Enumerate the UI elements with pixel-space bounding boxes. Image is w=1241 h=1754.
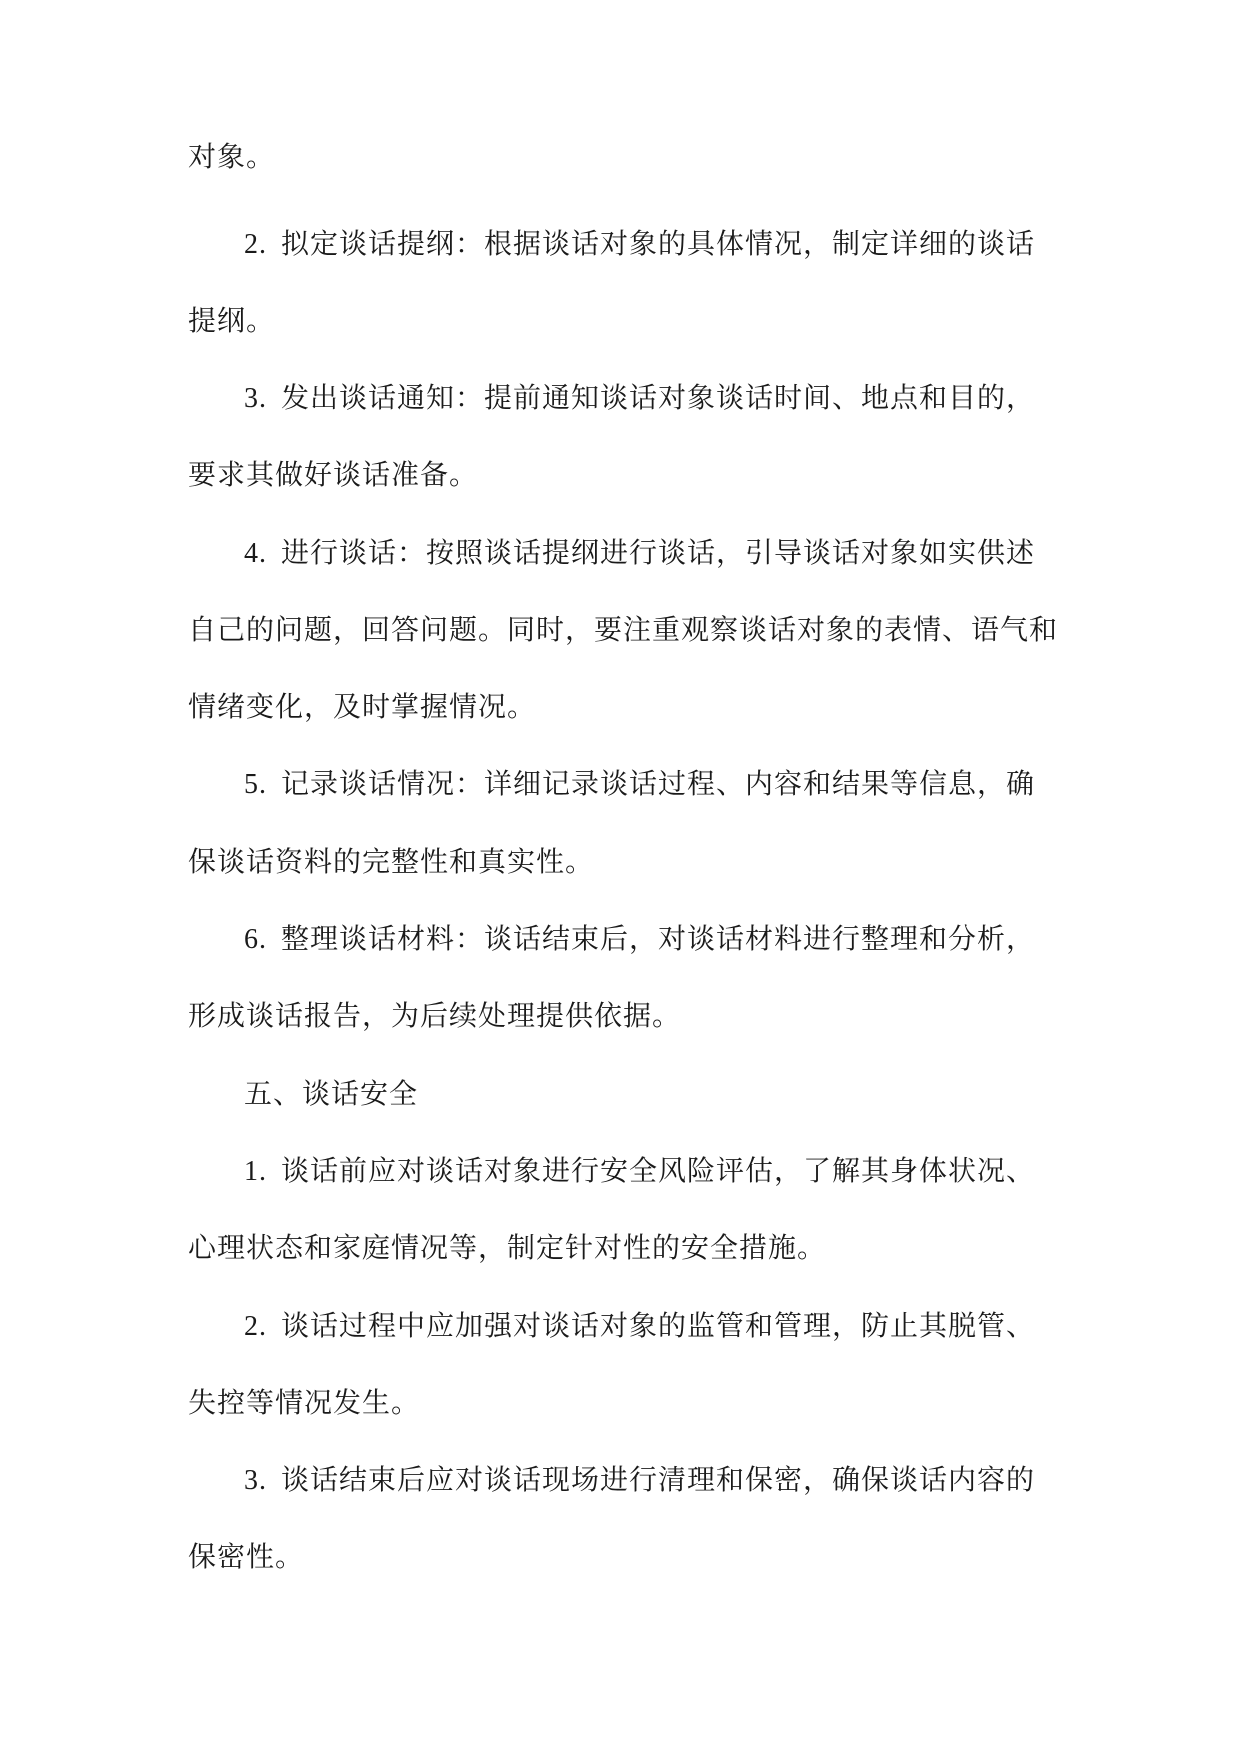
list-item-line: [244, 1306, 1035, 1347]
paragraph-line: [188, 455, 478, 495]
line-text: 对象。: [188, 140, 276, 173]
list-number: 3.: [244, 383, 267, 414]
list-number: 6.: [244, 924, 267, 955]
list-item-line: [244, 533, 1035, 574]
line-text: 进行谈话：按照谈话提纲进行谈话，引导谈话对象如实供述: [281, 536, 1036, 569]
line-text: 形成谈话报告，为后续处理提供依据。: [188, 999, 682, 1032]
heading-text: 五、谈话安全: [244, 1077, 419, 1110]
line-text: 保密性。: [188, 1540, 305, 1573]
paragraph-line: [188, 137, 275, 177]
list-number: 1.: [244, 1156, 267, 1187]
list-item-line: [244, 378, 1035, 419]
line-text: 情绪变化，及时掌握情况。: [188, 690, 537, 723]
line-text: 谈话过程中应加强对谈话对象的监管和管理，防止其脱管、: [281, 1309, 1036, 1342]
paragraph-line: [188, 1228, 826, 1268]
line-text: 谈话结束后应对谈话现场进行清理和保密，确保谈话内容的: [281, 1463, 1036, 1496]
paragraph-line: [188, 1383, 420, 1423]
list-item-line: [244, 919, 1035, 960]
list-number: 4.: [244, 538, 267, 569]
line-text: 心理状态和家庭情况等，制定针对性的安全措施。: [188, 1231, 827, 1264]
line-text: 记录谈话情况：详细记录谈话过程、内容和结果等信息，确: [281, 767, 1036, 800]
line-text: 拟定谈话提纲：根据谈话对象的具体情况，制定详细的谈话: [281, 227, 1036, 260]
line-text: 要求其做好谈话准备。: [188, 458, 479, 491]
paragraph-line: [188, 610, 1058, 650]
list-number: 2.: [244, 229, 267, 260]
line-text: 谈话前应对谈话对象进行安全风险评估，了解其身体状况、: [281, 1154, 1036, 1187]
section-heading: [244, 1074, 418, 1114]
list-item-line: [244, 1151, 1035, 1192]
line-text: 整理谈话材料：谈话结束后，对谈话材料进行整理和分析，: [281, 922, 1036, 955]
list-item-line: [244, 1460, 1035, 1501]
list-number: 3.: [244, 1465, 267, 1496]
list-item-line: [244, 764, 1035, 805]
list-number: 5.: [244, 769, 267, 800]
line-text: 发出谈话通知：提前通知谈话对象谈话时间、地点和目的，: [281, 381, 1036, 414]
line-text: 提纲。: [188, 304, 276, 337]
paragraph-line: [188, 1537, 304, 1577]
line-text: 自己的问题，回答问题。同时，要注重观察谈话对象的表情、语气和: [188, 613, 1059, 646]
paragraph-line: [188, 301, 275, 341]
list-item-line: [244, 224, 1035, 265]
list-number: 2.: [244, 1311, 267, 1342]
paragraph-line: [188, 842, 594, 882]
paragraph-line: [188, 687, 536, 727]
paragraph-line: [188, 996, 681, 1036]
line-text: 保谈话资料的完整性和真实性。: [188, 845, 595, 878]
line-text: 失控等情况发生。: [188, 1386, 421, 1419]
